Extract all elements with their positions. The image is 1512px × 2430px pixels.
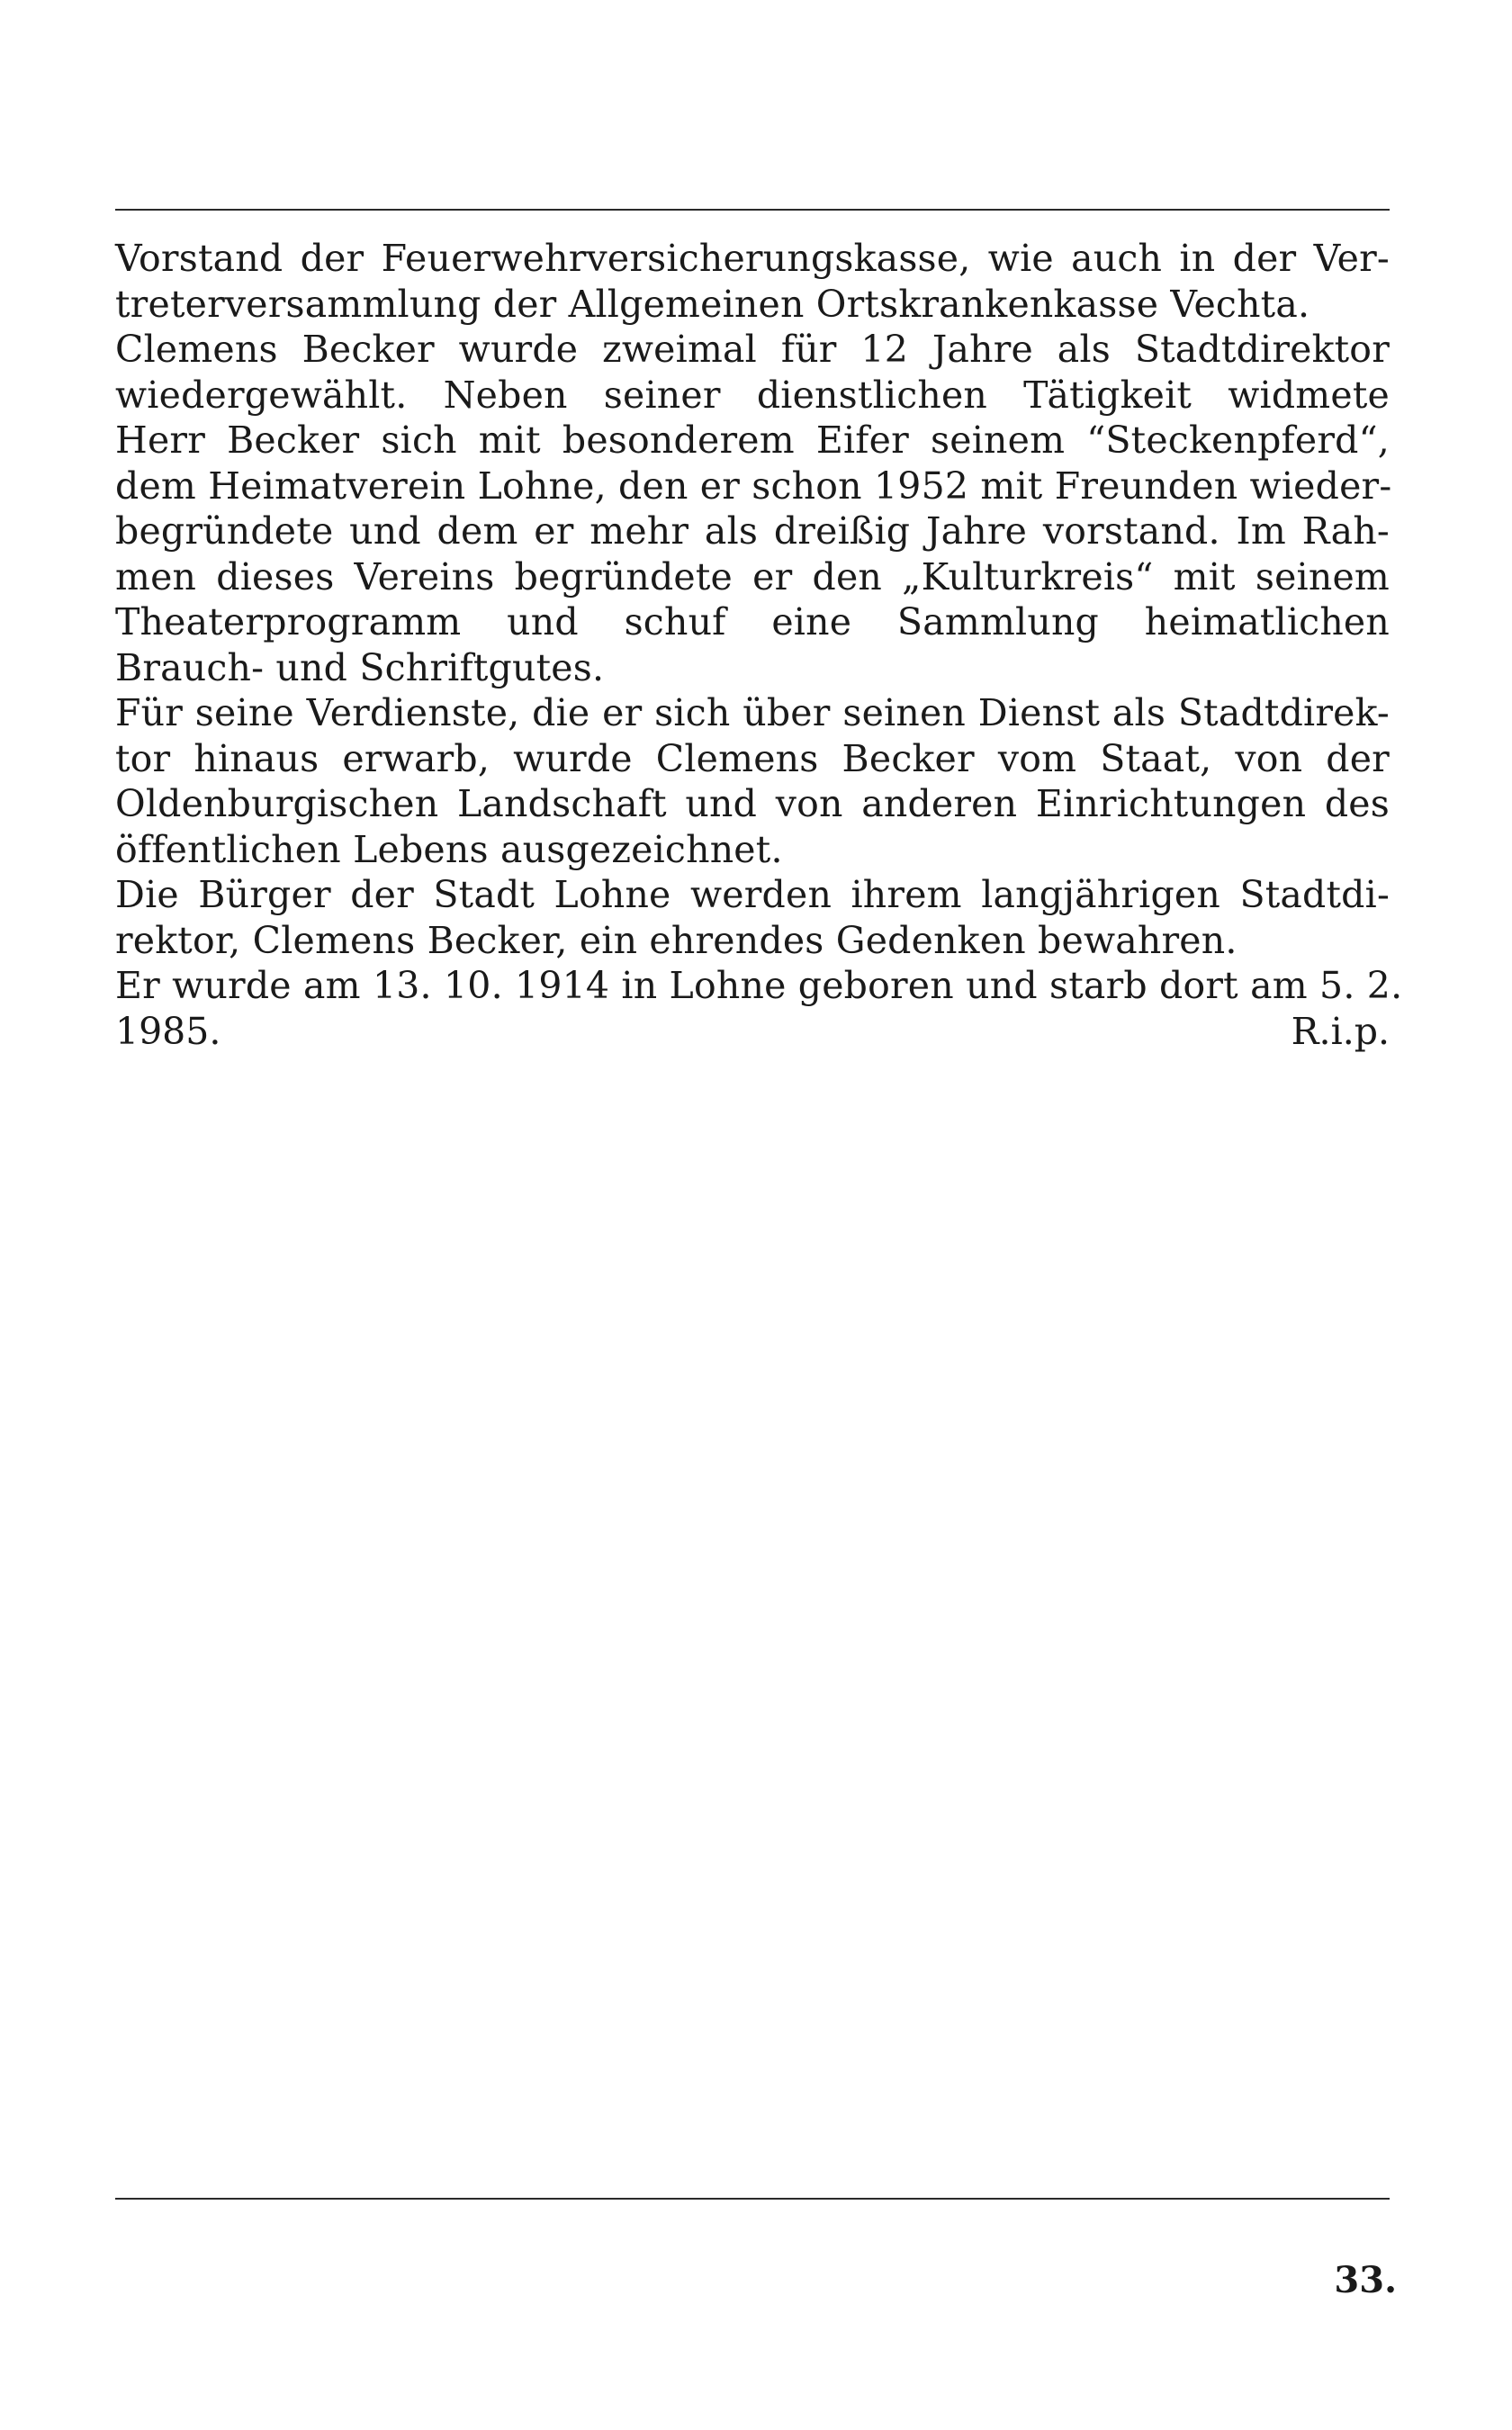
text-line: Theaterprogramm und schuf eine Sammlung heimatlichen: [115, 600, 1390, 644]
text-line: Die Bürger der Stadt Lohne werden ihrem langjährigen Stadtdi-: [115, 873, 1390, 916]
closing-rip: R.i.p.: [1291, 1009, 1390, 1053]
text-line: wiedergewählt. Neben seiner dienstlichen Tätigkeit widmete: [115, 373, 1390, 417]
text-line: Oldenburgischen Landschaft und von anderen Einrichtungen des: [115, 782, 1390, 825]
text-line: rektor, Clemens Becker, ein ehrendes Gedenken bewahren.: [115, 918, 1238, 962]
body-text: [115, 236, 1403, 1054]
closing-year: 1985.: [115, 1009, 221, 1053]
text-line: öffentlichen Lebens ausgezeichnet.: [115, 827, 783, 871]
text-line: Clemens Becker wurde zweimal für 12 Jahre als Stadtdirektor: [115, 328, 1390, 371]
top-rule: [115, 209, 1390, 211]
text-line: Herr Becker sich mit besonderem Eifer seinem “Steckenpferd“,: [115, 418, 1390, 462]
bottom-rule: [115, 2198, 1390, 2200]
text-line: dem Heimatverein Lohne, den er schon 1952 mit Freunden wieder-: [115, 464, 1392, 508]
text-line: Für seine Verdienste, die er sich über seinen Dienst als Stadtdirek-: [115, 691, 1390, 734]
text-line: treterversammlung der Allgemeinen Ortskrankenkasse Vechta.: [115, 282, 1310, 326]
page-number: 33.: [1334, 2259, 1397, 2301]
closing-line: [115, 1009, 1390, 1055]
text-line: Er wurde am 13. 10. 1914 in Lohne geboren und starb dort am 5. 2.: [115, 964, 1403, 1007]
text-line: begründete und dem er mehr als dreißig Jahre vorstand. Im Rah-: [115, 509, 1390, 553]
text-line: men dieses Vereins begründete er den „Kulturkreis“ mit seinem: [115, 554, 1390, 598]
text-line: Brauch- und Schriftgutes.: [115, 645, 605, 689]
text-line: Vorstand der Feuerwehrversicherungskasse, wie auch in der Ver-: [115, 237, 1390, 280]
text-line: tor hinaus erwarb, wurde Clemens Becker vom Staat, von der: [115, 736, 1390, 780]
